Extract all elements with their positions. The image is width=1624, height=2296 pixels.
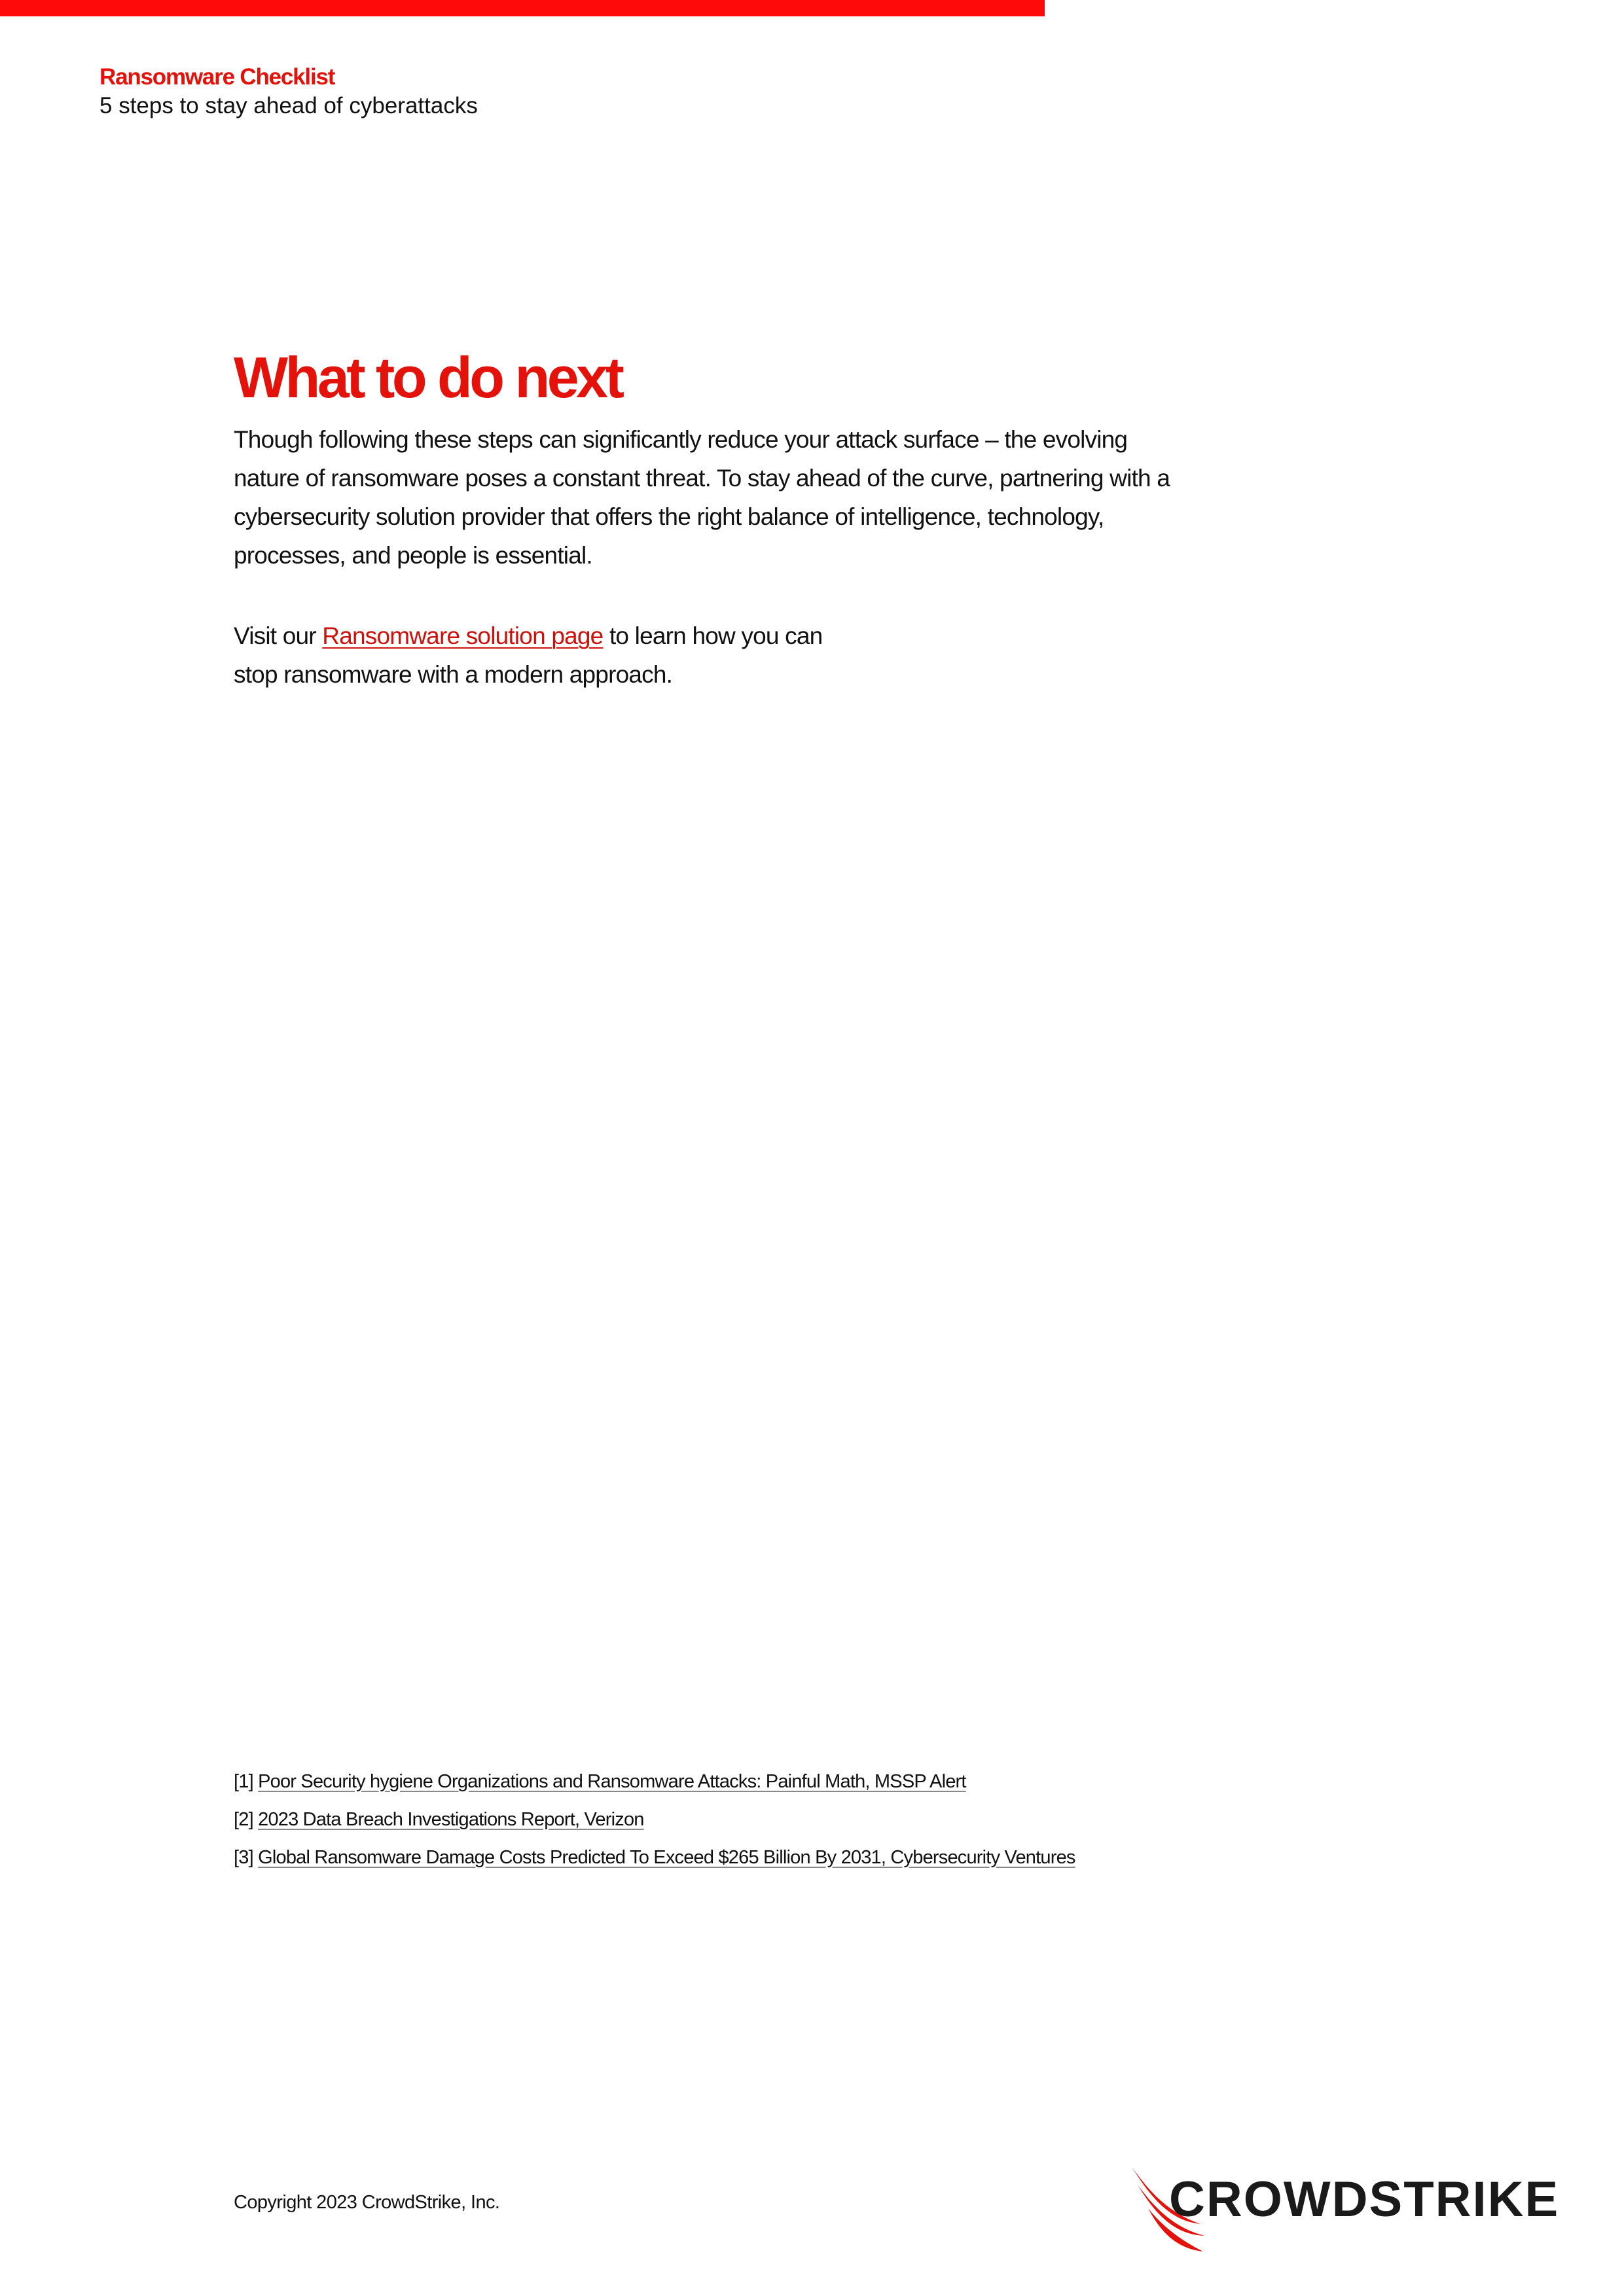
reference-item: [234, 1763, 1346, 1801]
references-list: [234, 1763, 1346, 1876]
reference-marker: [1]: [234, 1771, 253, 1792]
reference-link[interactable]: Global Ransomware Damage Costs Predicted To Exceed $265 Billion By 2031, Cybersecurity Ventures: [258, 1847, 1075, 1868]
reference-marker: [2]: [234, 1809, 253, 1830]
visit-prefix: Visit our: [234, 622, 323, 649]
visit-suffix: to learn how you can stop ransomware with a modern approach.: [234, 622, 823, 688]
section-heading: What to do next: [234, 345, 622, 410]
reference-item: [234, 1801, 1346, 1839]
main-section: [234, 342, 1189, 694]
body-paragraph: Though following these steps can significantly reduce your attack surface – the evolving nature of ransomware poses a constant threat. To stay ahead of the curve, partnering with a cybersecurity solution provider that offers the right balance of intelligence, technology, processes, and people is essential.: [234, 426, 1170, 569]
visit-paragraph: [234, 617, 823, 694]
ransomware-solution-link[interactable]: Ransomware solution page: [322, 622, 604, 649]
document-subtitle: 5 steps to stay ahead of cyberattacks: [99, 93, 478, 118]
copyright-text: Copyright 2023 CrowdStrike, Inc.: [234, 2192, 500, 2213]
document-title: Ransomware Checklist: [99, 64, 335, 90]
logo-wordmark: CROWDSTRIKE: [1169, 2172, 1560, 2227]
reference-item: [234, 1839, 1346, 1876]
reference-link[interactable]: 2023 Data Breach Investigations Report, Verizon: [258, 1809, 644, 1830]
document-header: [99, 63, 478, 120]
reference-marker: [3]: [234, 1847, 253, 1868]
crowdstrike-logo: [1131, 2168, 1560, 2253]
reference-link[interactable]: Poor Security hygiene Organizations and Ransomware Attacks: Painful Math, MSSP Alert: [258, 1771, 966, 1792]
top-accent-bar: [0, 0, 1045, 16]
